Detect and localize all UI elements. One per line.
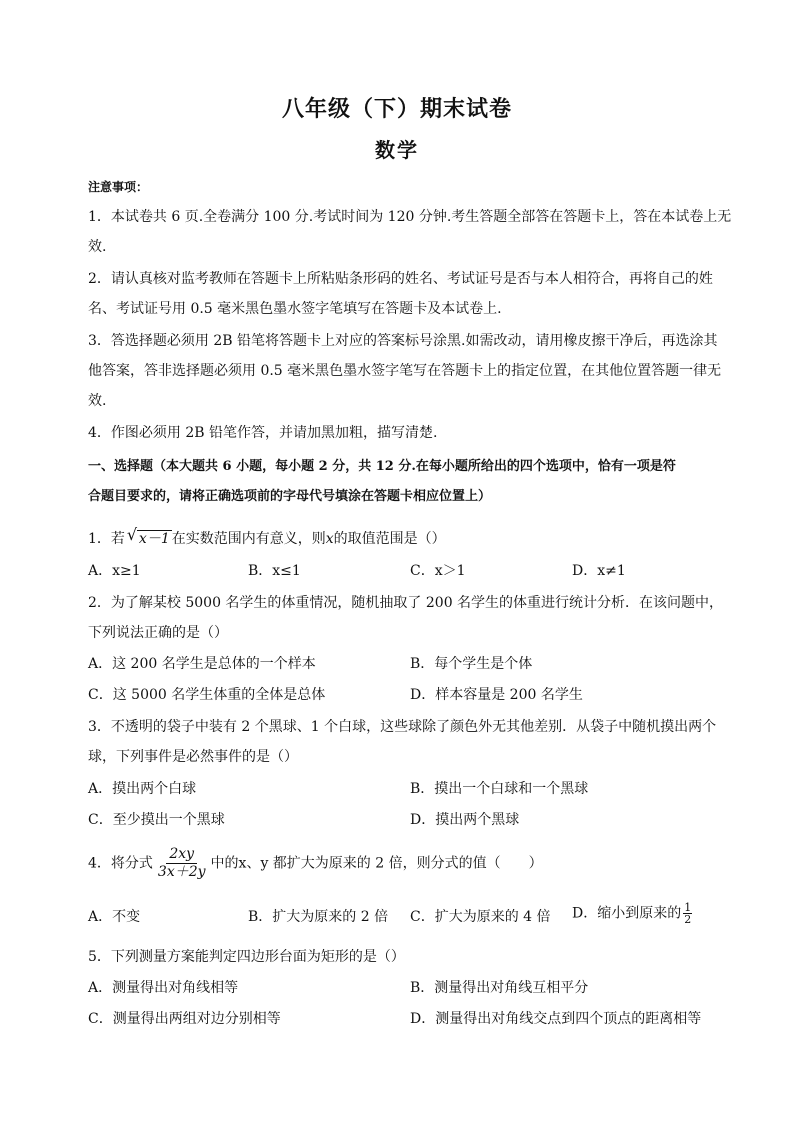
note-1-line-1: 1．本试卷共 6 页.全卷满分 100 分.考试时间为 120 分钟.考生答题全部答在答题卡上，答在本试卷上无 — [88, 209, 732, 225]
q1-option-a: A．x≥1 — [88, 563, 141, 579]
q4-option-a: A．不变 — [88, 909, 141, 925]
q2-option-d: D．样本容量是 200 名学生 — [410, 687, 583, 703]
q1-sqrt-expression: √ x－1 — [126, 525, 170, 547]
q2-line-1: 2．为了解某校 5000 名学生的体重情况，随机抽取了 200 名学生的体重进行统计分析．在该问题中， — [88, 595, 724, 611]
q1-option-b: B．x≤1 — [248, 563, 301, 579]
q4-fraction — [155, 846, 209, 881]
section-1-line-1: 一、选择题（本大题共 6 小题，每小题 2 分，共 12 分.在每小题所给出的四个选项中，恰有一项是符 — [88, 459, 676, 474]
note-2-line-2: 名、考试证号用 0.5 毫米黑色墨水签字笔填写在答题卡及本试卷上. — [88, 301, 502, 317]
q3-line-1: 3．不透明的袋子中装有 2 个黑球、1 个白球，这些球除了颜色外无其他差别．从袋子中随机摸出两个 — [88, 719, 717, 735]
q4-option-d-numerator: 1 — [684, 901, 692, 914]
q2-option-a: A．这 200 名学生是总体的一个样本 — [88, 656, 316, 672]
q3-option-c: C．至少摸出一个黑球 — [88, 812, 225, 828]
q3-option-a: A．摸出两个白球 — [88, 781, 197, 797]
q4-option-d-fraction — [683, 902, 692, 925]
section-1-line-2: 合题目要求的，请将正确选项前的字母代号填涂在答题卡相应位置上） — [88, 489, 492, 504]
note-3-line-1: 3．答选择题必须用 2B 铅笔将答题卡上对应的答案标号涂黑.如需改动，请用橡皮擦干净后，再选涂其 — [88, 333, 718, 349]
note-3-line-2: 他答案，答非选择题必须用 0.5 毫米黑色墨水签字笔写在答题卡上的指定位置，在其他位置答题一律无 — [88, 363, 722, 379]
exam-subject: 数学 — [375, 138, 419, 162]
note-2-line-1: 2．请认真核对监考教师在答题卡上所粘贴条形码的姓名、考试证号是否与本人相符合，再将自己的姓 — [88, 271, 713, 287]
q4-option-c: C．扩大为原来的 4 倍 — [410, 909, 551, 925]
q5-option-a: A．测量得出对角线相等 — [88, 980, 239, 996]
q4-option-b: B．扩大为原来的 2 倍 — [248, 909, 389, 925]
q4-numerator: 2xy — [166, 846, 197, 864]
notes-heading: 注意事项： — [88, 180, 149, 194]
q3-option-b: B．摸出一个白球和一个黑球 — [410, 781, 589, 797]
q5-option-b: B．测量得出对角线互相平分 — [410, 980, 589, 996]
q4-option-d-text: D．缩小到原来的 — [572, 905, 682, 922]
q4-denominator: 3x＋2y — [157, 864, 206, 880]
q3-option-d: D．摸出两个黑球 — [410, 812, 520, 828]
question-4 — [88, 846, 708, 881]
q4-option-d — [572, 902, 694, 925]
q4-option-d-denominator: 2 — [684, 913, 692, 926]
q2-option-b: B．每个学生是个体 — [410, 656, 533, 672]
q2-option-c: C．这 5000 名学生体重的全体是总体 — [88, 687, 326, 703]
q5-option-d: D．测量得出对角线交点到四个顶点的距离相等 — [410, 1011, 702, 1027]
q4-suffix: 中的x、y 都扩大为原来的 2 倍，则分式的值（ ） — [210, 855, 543, 872]
note-1-line-2: 效. — [88, 239, 107, 255]
q5-option-c: C．测量得出两组对边分别相等 — [88, 1011, 281, 1027]
exam-title: 八年级（下）期末试卷 — [281, 96, 512, 122]
q1-middle: 在实数范围内有意义，则 — [171, 531, 326, 547]
q1-variable: x — [325, 531, 334, 547]
q4-prefix: 4．将分式 — [88, 855, 153, 872]
q1-option-d: D．x≠1 — [572, 563, 626, 579]
q1-radicand: x－1 — [138, 531, 170, 547]
q1-suffix: 的取值范围是（） — [333, 531, 446, 547]
note-3-line-3: 效. — [88, 393, 107, 409]
q1-prefix: 1．若 — [88, 531, 125, 547]
q2-line-2: 下列说法正确的是（） — [88, 625, 228, 641]
q5-line: 5．下列测量方案能判定四边形台面为矩形的是（） — [88, 949, 405, 965]
q3-line-2: 球，下列事件是必然事件的是（） — [88, 749, 298, 765]
q1-option-c: C．x＞1 — [410, 563, 466, 579]
note-4-line-1: 4．作图必须用 2B 铅笔作答，并请加黑加粗，描写清楚. — [88, 425, 438, 441]
question-1 — [88, 525, 708, 548]
